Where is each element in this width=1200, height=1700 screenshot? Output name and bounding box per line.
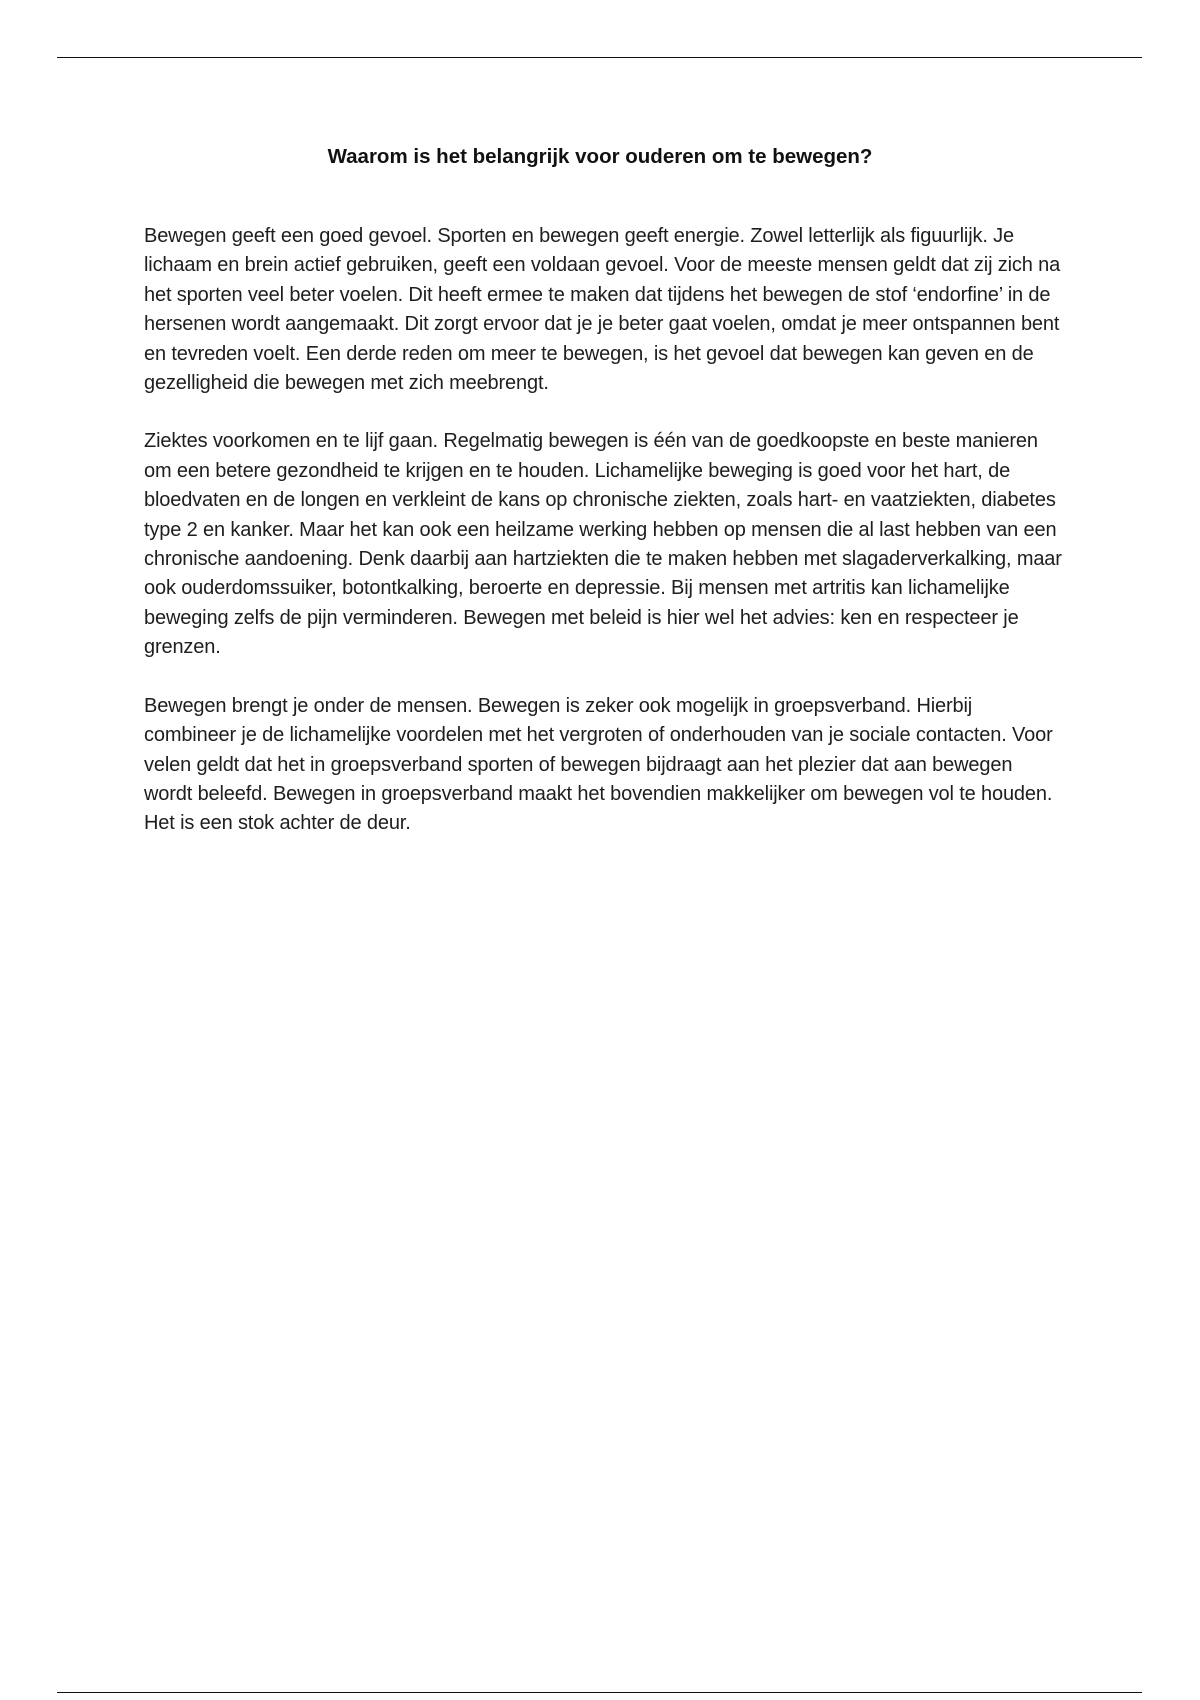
paragraph-2: Ziektes voorkomen en te lijf gaan. Regelmatig bewegen is één van de goedkoopste en beste manieren om een betere gezondheid te krijgen en te houden. Lichamelijke beweging is goed voor het hart, de bloedvaten en de longen en verkleint de kans op chronische ziekten, zoals hart- en vaatziekten, diabetes type 2 en kanker. Maar het kan ook een heilzame werking hebben op mensen die al last hebben van een chronische aandoening. Denk daarbij aan hartziekten die te maken hebben met slagaderverkalking, maar ook ouderdomssuiker, botontkalking, beroerte en depressie. Bij mensen met artritis kan lichamelijke beweging zelfs de pijn verminderen. Bewegen met beleid is hier wel het advies: ken en respecteer je grenzen. [144,430,1062,659]
document-body [144,222,1064,868]
footer-rule [57,1692,1142,1693]
document-title: Waarom is het belangrijk voor ouderen om te bewegen? [327,145,873,168]
header-rule [57,57,1142,58]
paragraph-3: Bewegen brengt je onder de mensen. Bewegen is zeker ook mogelijk in groepsverband. Hierbij combineer je de lichamelijke voordelen met het vergroten of onderhouden van je sociale contacten. Voor velen geldt dat het in groepsverband sporten of bewegen bijdraagt aan het plezier dat aan bewegen wordt beleefd. Bewegen in groepsverband maakt het bovendien makkelijker om bewegen vol te houden. Het is een stok achter de deur. [144,694,1053,835]
paragraph-1: Bewegen geeft een goed gevoel. Sporten en bewegen geeft energie. Zowel letterlijk als figuurlijk. Je lichaam en brein actief gebruiken, geeft een voldaan gevoel. Voor de meeste mensen geldt dat zij zich na het sporten veel beter voelen. Dit heeft ermee te maken dat tijdens het bewegen de stof ‘endorfine’ in de hersenen wordt aangemaakt. Dit zorgt ervoor dat je je beter gaat voelen, omdat je meer ontspannen bent en tevreden voelt. Een derde reden om meer te bewegen, is het gevoel dat bewegen kan geven en de gezelligheid die bewegen met zich meebrengt. [144,225,1061,395]
